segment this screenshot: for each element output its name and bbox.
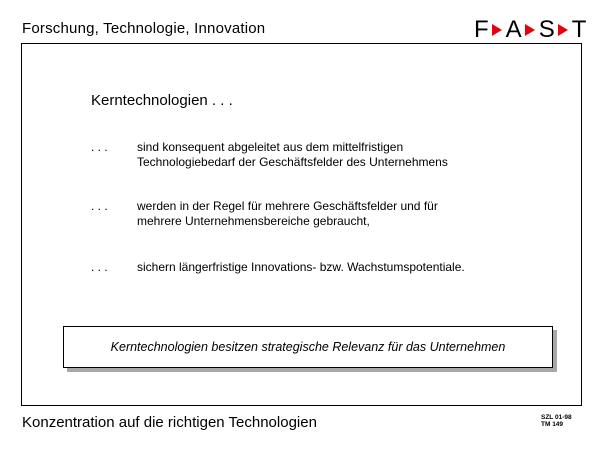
logo-letter-a: A	[505, 16, 522, 43]
bullet-text: sichern längerfristige Innovations- bzw. Wachstumspotentiale.	[137, 260, 465, 274]
logo-letter-f: F	[474, 16, 489, 43]
logo-arrow-icon	[525, 24, 535, 36]
bullet-marker: . . .	[91, 140, 108, 154]
slide-footer-title: Konzentration auf die richtigen Technologien	[22, 414, 317, 431]
fast-logo	[474, 17, 586, 43]
logo-arrow-icon	[492, 24, 502, 36]
bullet-marker: . . .	[91, 260, 108, 274]
slide-reference-code	[541, 414, 572, 428]
slide-header-title: Forschung, Technologie, Innovation	[22, 20, 266, 37]
conclusion-box	[63, 326, 553, 368]
logo-letter-t: T	[571, 16, 587, 43]
conclusion-text: Kerntechnologien besitzen strategische Relevanz für das Unternehmen	[110, 340, 506, 354]
reference-code-line: SZL 01-98	[541, 414, 572, 421]
bullet-text: sind konsequent abgeleitet aus dem mittelfristigen Technologiebedarf der Geschäftsfelder des Unternehmens	[137, 140, 448, 169]
logo-arrow-icon	[558, 24, 568, 36]
logo-letter-s: S	[538, 16, 555, 43]
section-heading: Kerntechnologien . . .	[91, 92, 233, 109]
bullet-text: werden in der Regel für mehrere Geschäftsfelder und für mehrere Unternehmensbereiche gebraucht,	[137, 199, 438, 228]
reference-code-line: TM 149	[541, 421, 564, 428]
bullet-marker: . . .	[91, 199, 108, 213]
